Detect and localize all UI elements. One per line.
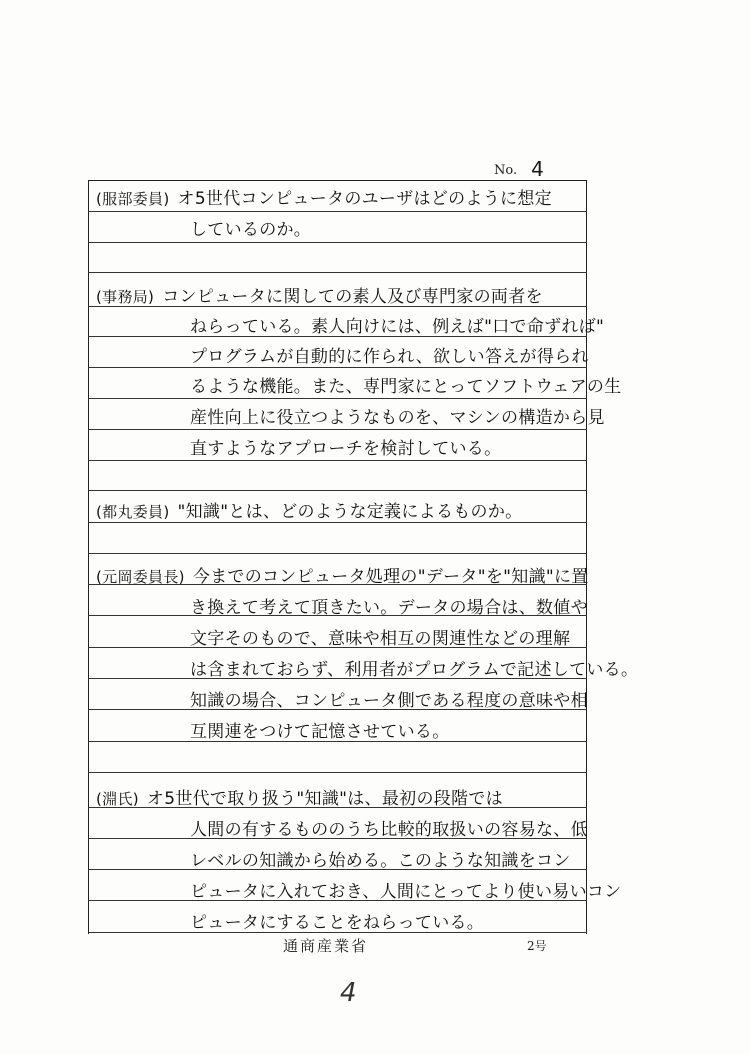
ruled-line <box>88 553 587 554</box>
entry-4-line-5: 知識の場合、コンピュータ側である程度の意味や相 <box>190 691 588 711</box>
entry-1-speaker: (服部委員) <box>96 190 170 208</box>
entry-2-line-3: プログラムが自動的に作られ、欲しい答えが得られ <box>190 347 589 367</box>
entry-text: オ5世代で取り扱う"知識"は、最初の段階では <box>146 789 503 809</box>
entry-5-line-2: 人間の有するもののうち比較的取扱いの容易な、低 <box>190 820 588 840</box>
entry-5-line-1 <box>96 784 586 814</box>
entry-1-line-1 <box>96 184 586 214</box>
ruled-line <box>88 272 587 273</box>
ruled-line <box>88 490 587 491</box>
entry-text: コンピュータに関しての素人及び専門家の両者を <box>162 287 543 307</box>
entry-3-speaker: (都丸委員) <box>96 503 170 521</box>
entry-2-line-4: るような機能。また、専門家にとってソフトウェアの生 <box>190 377 622 397</box>
entry-4-line-4: は含まれておらず、利用者がプログラムで記述している。 <box>190 660 639 680</box>
entry-4-line-2: き換えて考えて頂きたい。データの場合は、数値や <box>190 598 588 618</box>
entry-4-line-3: 文字そのもので、意味や相互の関連性などの理解 <box>190 629 571 649</box>
page-number-label <box>494 155 544 179</box>
entry-5-speaker: (淵氏) <box>96 790 139 808</box>
entry-3-line-1 <box>96 497 586 527</box>
form-number: 2号 <box>527 939 547 953</box>
entry-4-line-6: 互関連をつけて記憶させている。 <box>190 722 450 742</box>
entry-2-line-1 <box>96 282 586 312</box>
page-number-value: 4 <box>531 157 544 181</box>
page-number-prefix: No. <box>494 163 518 178</box>
entry-2-line-5: 産性向上に役立つようなものを、マシンの構造から見 <box>190 408 605 428</box>
entry-text: オ5世代コンピュータのユーザはどのように想定 <box>177 189 552 209</box>
entry-text: "知識"とは、どのような定義によるものか。 <box>177 502 523 522</box>
entry-5-line-3: レベルの知識から始める。このような知識をコン <box>190 851 571 871</box>
entry-2-line-6: 直すようなアプローチを検討している。 <box>190 439 502 459</box>
handwritten-page-number: 4 <box>340 978 357 1008</box>
entry-2-line-2: ねらっている。素人向けには、例えば"口で命ずれば" <box>190 317 605 337</box>
entry-4-speaker: (元岡委員長) <box>96 568 185 586</box>
entry-4-line-1 <box>96 562 589 592</box>
entry-1-line-2: しているのか。 <box>190 220 312 240</box>
entry-5-line-5: ピュータにすることをねらっている。 <box>190 913 485 933</box>
ruled-line <box>88 772 587 773</box>
entry-2-speaker: (事務局) <box>96 288 155 306</box>
ministry-name: 通商産業省 <box>283 937 369 955</box>
entry-text: 今までのコンピュータ処理の"データ"を"知識"に置 <box>192 567 589 587</box>
entry-5-line-4: ピュータに入れておき、人間にとってより使い易いコン <box>190 882 622 902</box>
